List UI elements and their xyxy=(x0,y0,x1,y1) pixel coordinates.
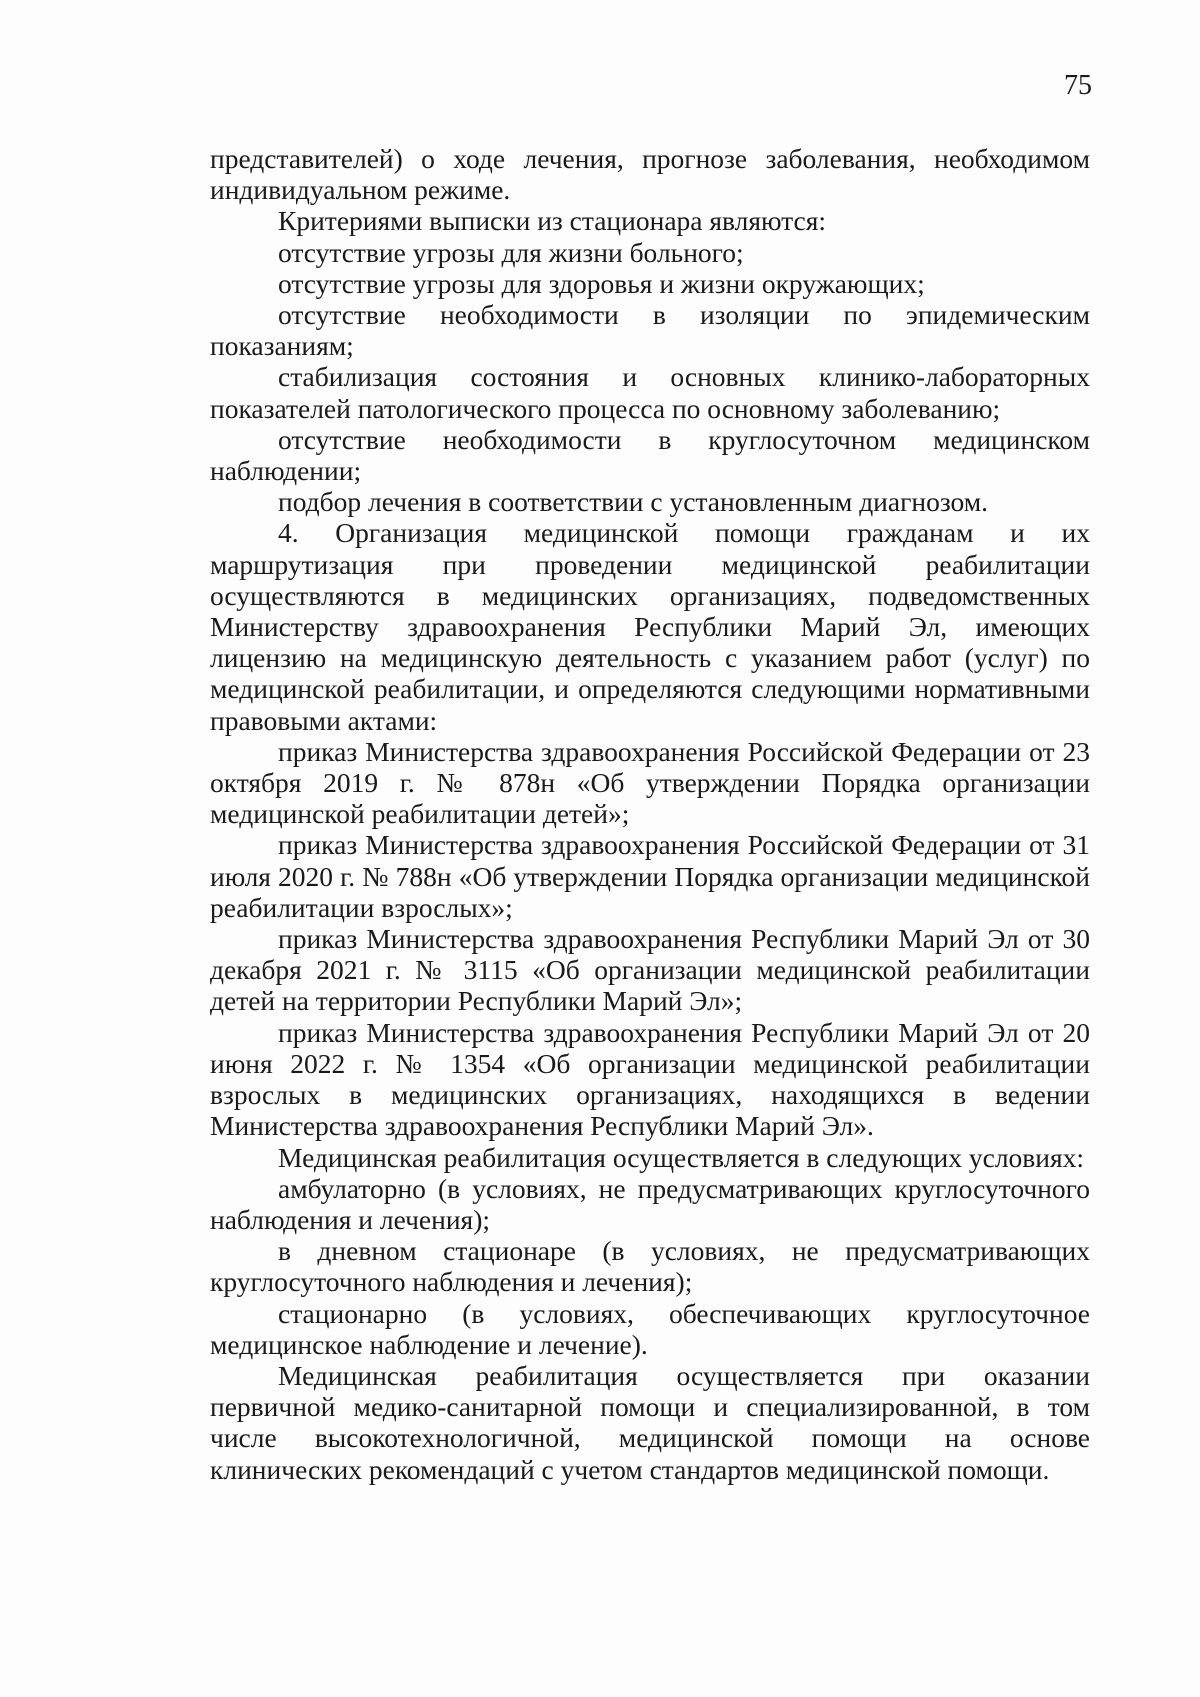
paragraph: Медицинская реабилитация осуществляется в следующих условиях: xyxy=(278,1141,1085,1173)
paragraph: 4. Организация медицинской помощи гражданам и их маршрутизация при проведении медицинской реабилитации осуществляются в медицинских организациях, подведомственных Министерству здравоохранения Республики Марий Эл, имеющих лицензию на медицинскую деятельность с указанием работ (услуг) по медицинской реабилитации, и определяются следующими нормативными правовыми актами: xyxy=(210,517,1090,736)
body-text xyxy=(210,143,1090,1485)
paragraph: отсутствие необходимости в круглосуточном медицинском наблюдении; xyxy=(210,423,1090,487)
paragraph: стабилизация состояния и основных клинико-лабораторных показателей патологического процесса по основному заболеванию; xyxy=(210,361,1090,424)
paragraph: стационарно (в условиях, обеспечивающих круглосуточное медицинское наблюдение и лечение). xyxy=(210,1297,1090,1360)
paragraph: отсутствие угрозы для жизни больного; xyxy=(278,236,744,268)
paragraph: представителей) о ходе лечения, прогнозе заболевания, необходимом индивидуальном режиме. xyxy=(210,143,1090,206)
paragraph: отсутствие необходимости в изоляции по эпидемическим показаниям; xyxy=(210,299,1090,362)
paragraph: Критериями выписки из стационара являются: xyxy=(278,205,827,237)
paragraph: приказ Министерства здравоохранения Российской Федерации от 31 июля 2020 г. № 788н «Об утверждении Порядка организации медицинской реабилитации взрослых»; xyxy=(210,829,1090,923)
paragraph: приказ Министерства здравоохранения Республики Марий Эл от 30 декабря 2021 г. № 3115 «Об организации медицинской реабилитации детей на территории Республики Марий Эл»; xyxy=(210,923,1090,1017)
paragraph: амбулаторно (в условиях, не предусматривающих круглосуточного наблюдения и лечения); xyxy=(210,1172,1090,1235)
paragraph: приказ Министерства здравоохранения Республики Марий Эл от 20 июня 2022 г. № 1354 «Об организации медицинской реабилитации взрослых в медицинских организациях, находящихся в ведении Министерства здравоохранения Республики Марий Эл». xyxy=(210,1016,1090,1142)
paragraph: Медицинская реабилитация осуществляется при оказании первичной медико-санитарной помощи и специализированной, в том числе высокотехнологичной, медицинской помощи на основе клинических рекомендаций с учетом стандартов медицинской помощи. xyxy=(210,1359,1090,1485)
paragraph: в дневном стационаре (в условиях, не предусматривающих круглосуточного наблюдения и лечения); xyxy=(210,1235,1090,1298)
paragraph: отсутствие угрозы для здоровья и жизни окружающих; xyxy=(278,267,925,299)
page-number: 75 xyxy=(1064,70,1092,101)
paragraph: подбор лечения в соответствии с установленным диагнозом. xyxy=(278,486,989,518)
paragraph: приказ Министерства здравоохранения Российской Федерации от 23 октября 2019 г. № 878н «Об утверждении Порядка организации медицинской реабилитации детей»; xyxy=(210,735,1090,830)
